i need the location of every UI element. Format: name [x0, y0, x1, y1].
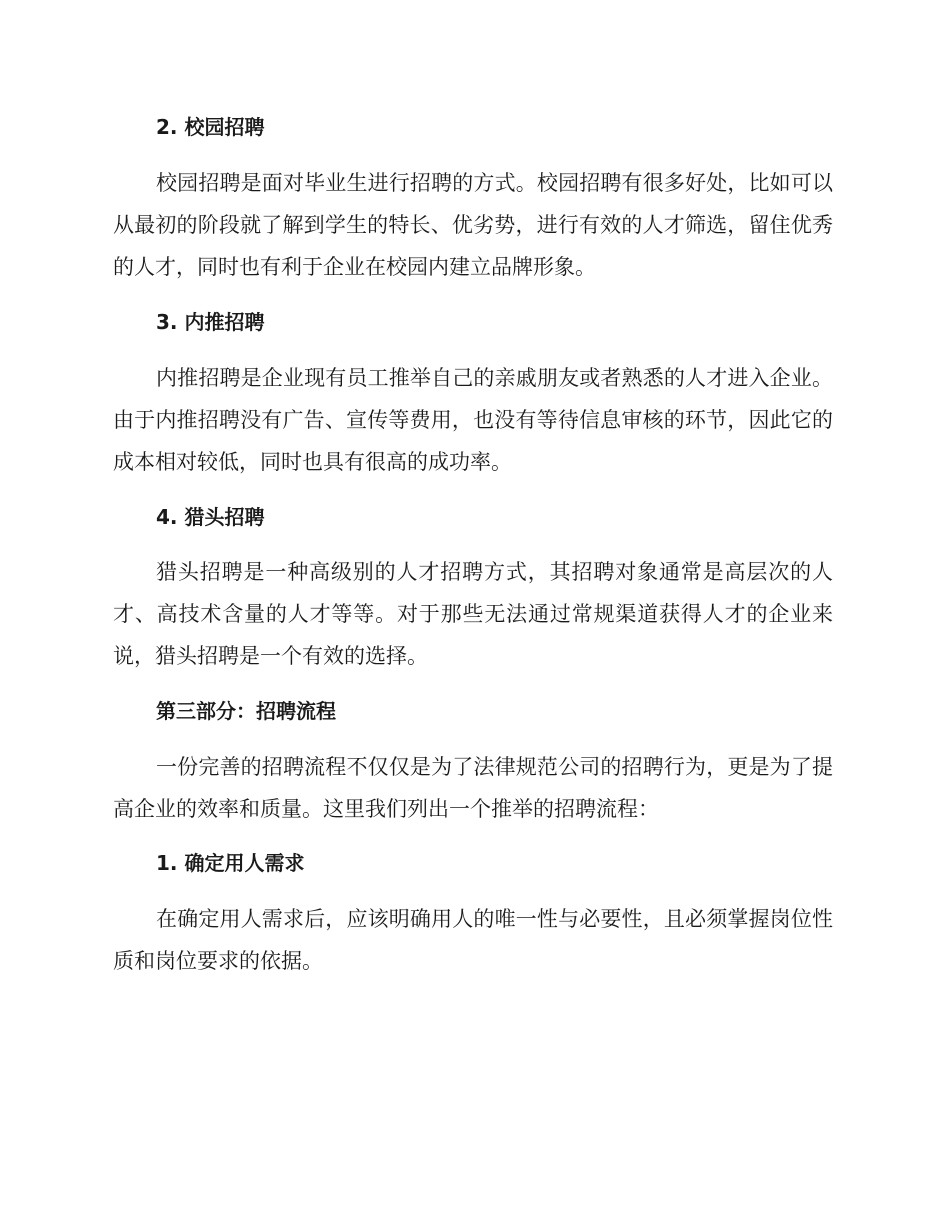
- part-three-intro: 一份完善的招聘流程不仅仅是为了法律规范公司的招聘行为，更是为了提高企业的效率和质量。这里我们列出一个推举的招聘流程：: [113, 755, 833, 821]
- step-one-body: 在确定用人需求后，应该明确用人的唯一性与必要性，且必须掌握岗位性质和岗位要求的依据。: [113, 907, 833, 973]
- step-one-heading: 1. 确定用人需求: [156, 851, 305, 875]
- section-body-headhunter-recruiting: 猎头招聘是一种高级别的人才招聘方式，其招聘对象通常是高层次的人才、高技术含量的人才等等。对于那些无法通过常规渠道获得人才的企业来说，猎头招聘是一个有效的选择。: [113, 560, 833, 668]
- part-three-heading: 第三部分：招聘流程: [156, 699, 336, 723]
- section-heading-referral-recruiting: 3. 内推招聘: [156, 310, 265, 334]
- section-heading-campus-recruiting: 2. 校园招聘: [156, 115, 265, 139]
- section-body-referral-recruiting: 内推招聘是企业现有员工推举自己的亲戚朋友或者熟悉的人才进入企业。由于内推招聘没有广告、宣传等费用，也没有等待信息审核的环节，因此它的成本相对较低，同时也具有很高的成功率。: [113, 366, 833, 474]
- section-heading-headhunter-recruiting: 4. 猎头招聘: [156, 505, 265, 529]
- section-body-campus-recruiting: 校园招聘是面对毕业生进行招聘的方式。校园招聘有很多好处，比如可以从最初的阶段就了解到学生的特长、优劣势，进行有效的人才筛选，留住优秀的人才，同时也有利于企业在校园内建立品牌形象。: [113, 171, 833, 279]
